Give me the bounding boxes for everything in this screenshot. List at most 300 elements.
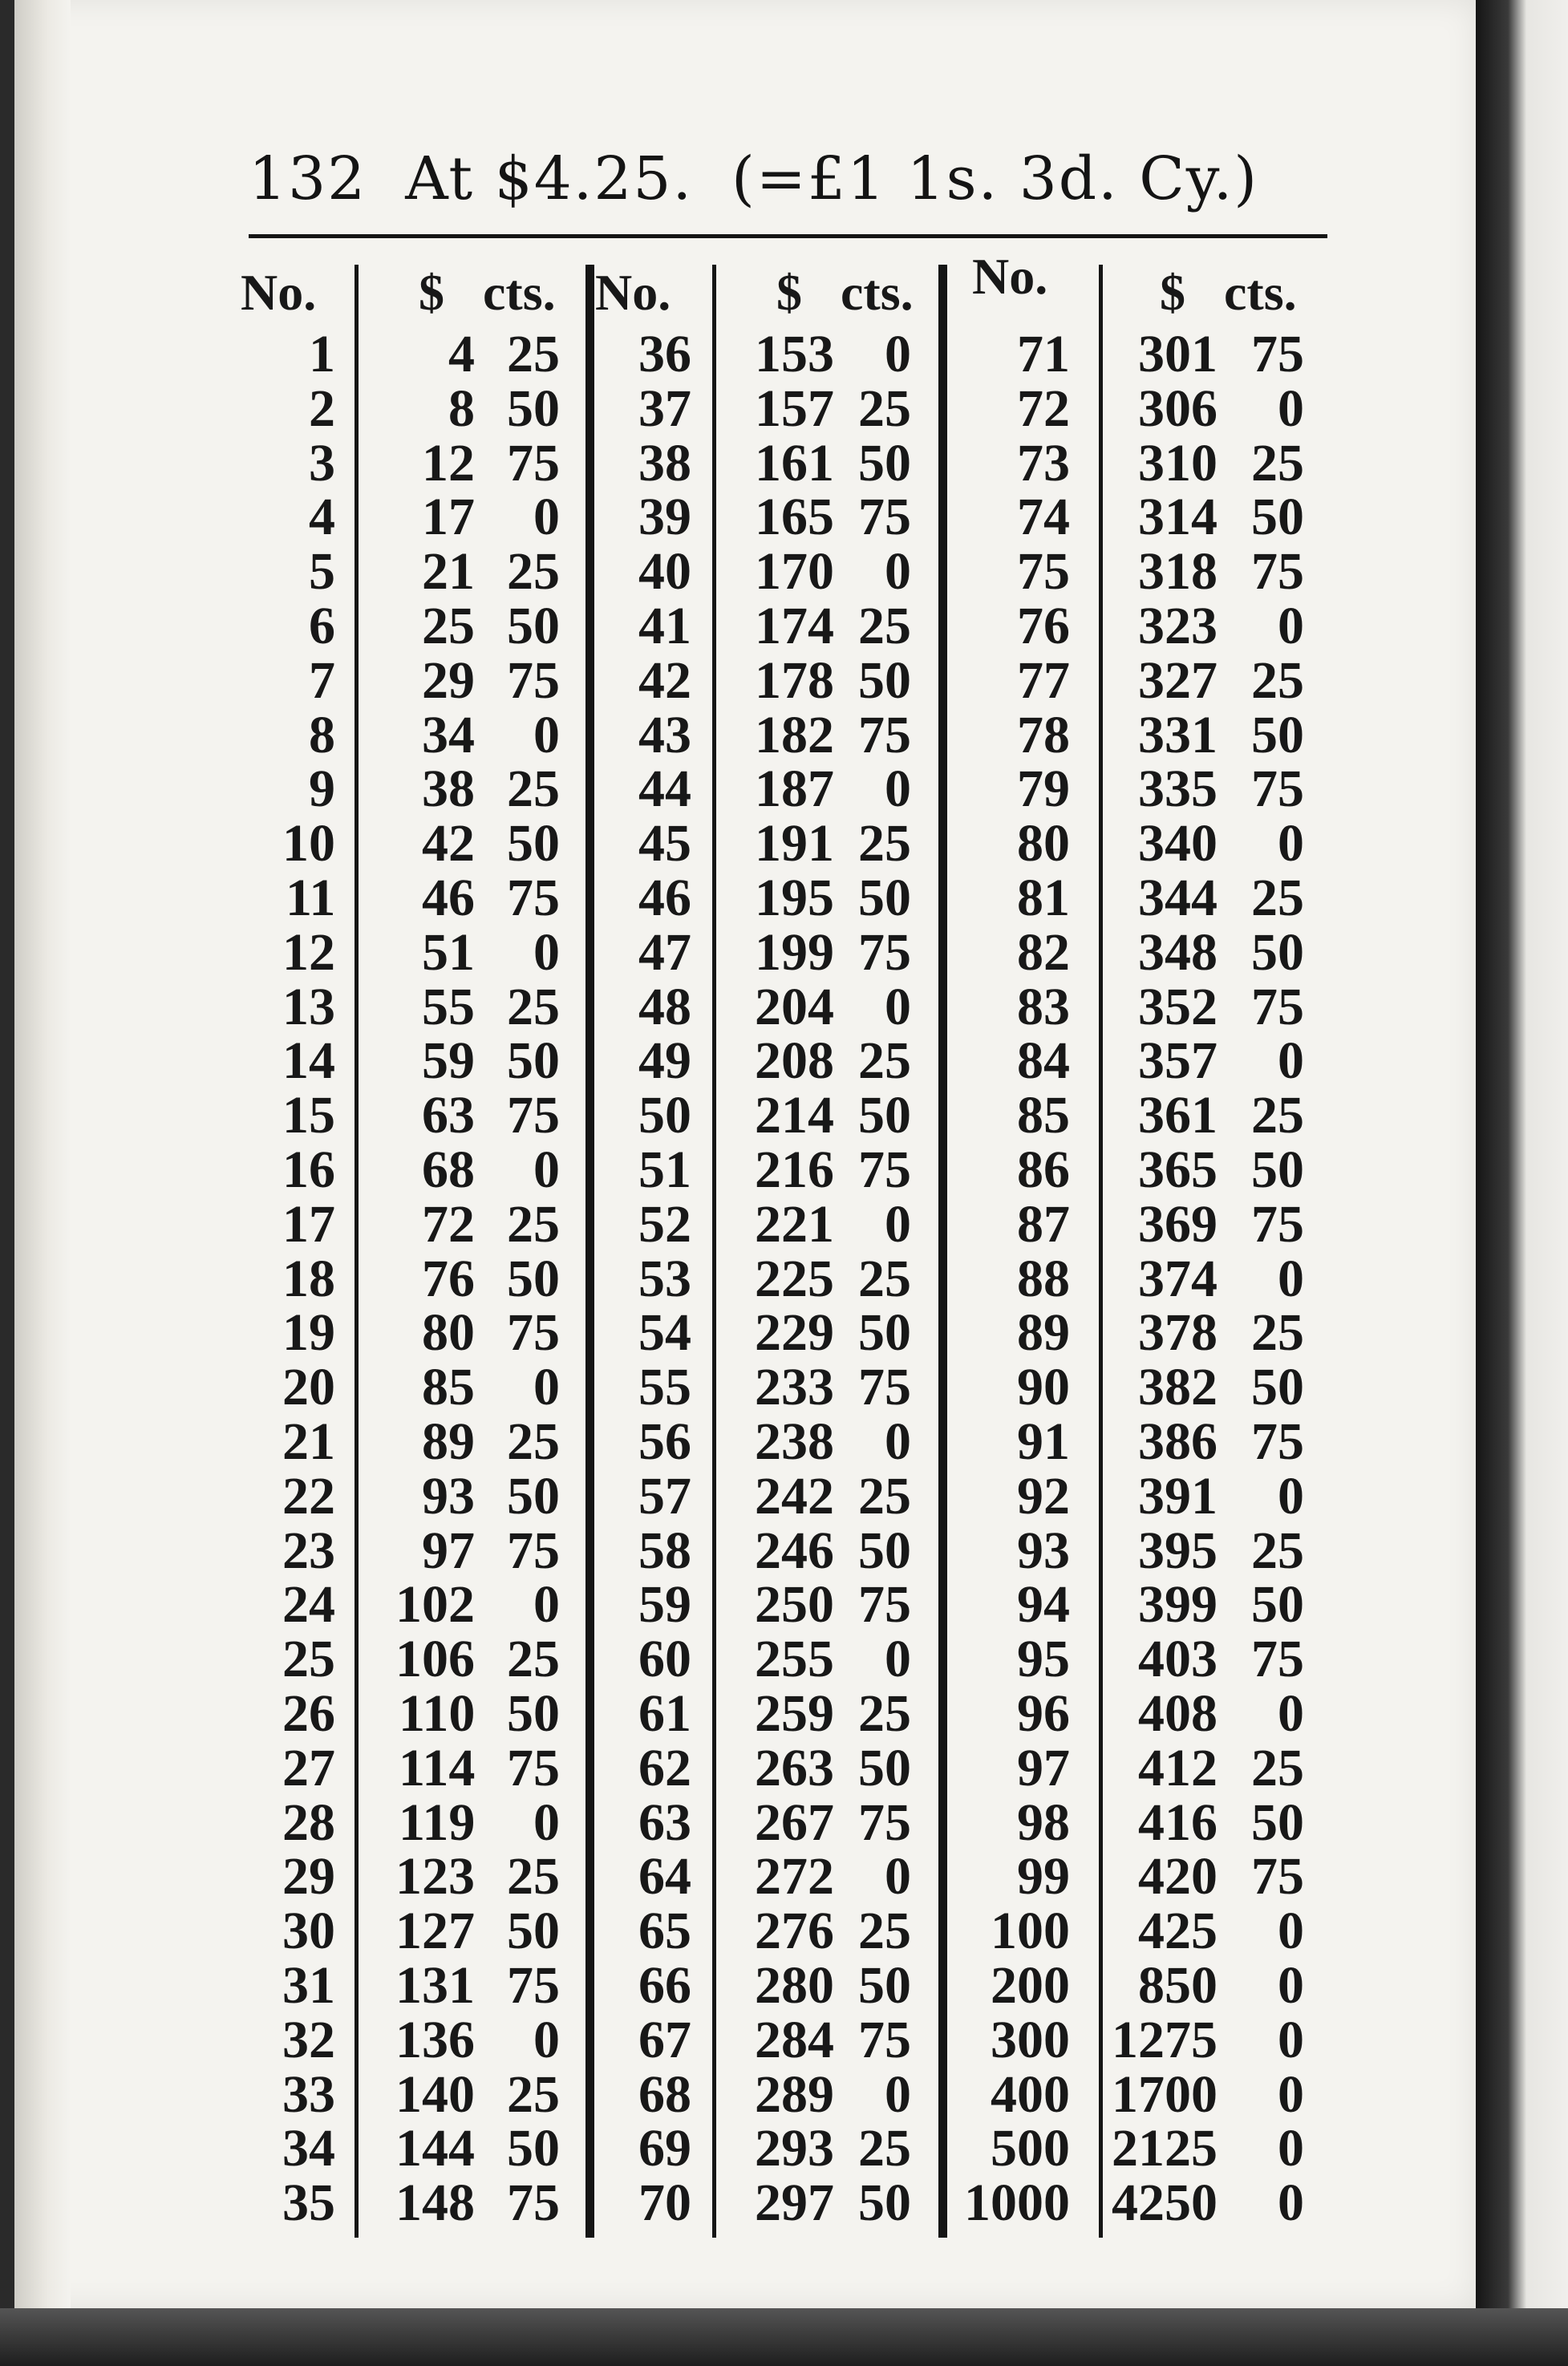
col-header-dollars-3: $ [1160, 264, 1185, 321]
cell-dollars-group1: 29 [422, 650, 475, 710]
cell-cents-group1: 25 [507, 2064, 560, 2124]
cell-dollars-group2: 229 [755, 1303, 834, 1363]
cell-dollars-group3: 340 [1138, 814, 1218, 873]
cell-dollars-group2: 225 [755, 1249, 834, 1308]
cell-cents-group3: 50 [1251, 705, 1304, 764]
col-header-cents-1: cts. [483, 264, 556, 321]
cell-dollars-group1: 97 [422, 1521, 475, 1580]
cell-dollars-group3: 318 [1138, 542, 1218, 602]
cell-dollars-group2: 174 [755, 597, 834, 655]
cell-cents-group2: 25 [858, 1902, 911, 1961]
cell-number-group3: 83 [1017, 977, 1070, 1036]
cell-dollars-group2: 161 [755, 433, 834, 492]
cell-cents-group2: 25 [858, 1466, 911, 1525]
cell-dollars-group3: 314 [1138, 488, 1218, 547]
cell-cents-group2: 25 [858, 597, 911, 655]
cell-cents-group3: 25 [1251, 869, 1304, 927]
cell-dollars-group2: 178 [755, 650, 834, 710]
cell-number-group3: 88 [1017, 1249, 1070, 1308]
cell-number-group2: 62 [638, 1738, 691, 1797]
cell-cents-group3: 25 [1251, 1521, 1304, 1580]
cell-dollars-group1: 131 [395, 1956, 475, 2015]
cell-dollars-group2: 255 [755, 1630, 834, 1689]
cell-cents-group3: 75 [1251, 977, 1304, 1036]
cell-number-group2: 53 [638, 1249, 691, 1308]
cell-dollars-group3: 301 [1138, 325, 1218, 383]
cell-cents-group3: 0 [1278, 1031, 1304, 1091]
cell-dollars-group3: 2125 [1112, 2119, 1218, 2178]
cell-dollars-group3: 323 [1138, 597, 1218, 655]
cell-cents-group3: 75 [1251, 760, 1304, 819]
cell-dollars-group1: 34 [422, 705, 475, 764]
cell-cents-group1: 50 [507, 1684, 560, 1743]
cell-dollars-group3: 416 [1138, 1793, 1218, 1852]
cell-number-group3: 97 [1017, 1738, 1070, 1797]
cell-number-group1: 17 [282, 1194, 335, 1254]
cell-cents-group3: 0 [1278, 2064, 1304, 2124]
cell-number-group2: 41 [638, 597, 691, 655]
cell-dollars-group1: 12 [422, 433, 475, 492]
cell-cents-group3: 25 [1251, 1738, 1304, 1797]
col-header-number-1: No. [241, 264, 317, 321]
book-spine [1476, 0, 1568, 2366]
cell-number-group3: 72 [1017, 379, 1070, 438]
cell-cents-group3: 0 [1278, 379, 1304, 438]
cell-cents-group2: 0 [885, 2064, 911, 2124]
cell-number-group1: 28 [282, 1793, 335, 1852]
cell-cents-group2: 75 [858, 1140, 911, 1199]
cell-number-group2: 43 [638, 705, 691, 764]
cell-number-group3: 300 [991, 2010, 1070, 2069]
cell-number-group1: 34 [282, 2119, 335, 2178]
cell-cents-group3: 25 [1251, 650, 1304, 710]
cell-dollars-group2: 182 [755, 705, 834, 764]
cell-cents-group3: 50 [1251, 1575, 1304, 1635]
cell-dollars-group2: 208 [755, 1031, 834, 1091]
cell-dollars-group2: 233 [755, 1358, 834, 1417]
cell-dollars-group1: 80 [422, 1303, 475, 1363]
cell-cents-group2: 25 [858, 1249, 911, 1308]
cell-dollars-group2: 221 [755, 1194, 834, 1254]
cell-cents-group1: 0 [533, 922, 560, 982]
cell-cents-group2: 50 [858, 1086, 911, 1145]
column-rule-heavy [585, 265, 594, 2238]
cell-cents-group2: 0 [885, 542, 911, 602]
cell-dollars-group3: 395 [1138, 1521, 1218, 1580]
cell-cents-group1: 50 [507, 1466, 560, 1525]
cell-number-group2: 46 [638, 869, 691, 927]
cell-number-group2: 49 [638, 1031, 691, 1091]
cell-cents-group1: 50 [507, 597, 560, 655]
cell-dollars-group1: 63 [422, 1086, 475, 1145]
cell-dollars-group3: 4250 [1112, 2174, 1218, 2233]
cell-number-group1: 14 [282, 1031, 335, 1091]
cell-dollars-group3: 850 [1138, 1956, 1218, 2015]
cell-number-group1: 29 [282, 1847, 335, 1906]
cell-cents-group1: 50 [507, 1249, 560, 1308]
cell-number-group3: 76 [1017, 597, 1070, 655]
col-header-dollars-1: $ [419, 264, 444, 321]
cell-cents-group1: 75 [507, 1303, 560, 1363]
page-edge [14, 0, 71, 2308]
cell-cents-group1: 0 [533, 1575, 560, 1635]
cell-dollars-group2: 297 [755, 2174, 834, 2233]
cell-number-group3: 87 [1017, 1194, 1070, 1254]
cell-number-group1: 10 [282, 814, 335, 873]
cell-dollars-group1: 102 [395, 1575, 475, 1635]
cell-number-group2: 66 [638, 1956, 691, 2015]
cell-dollars-group1: 46 [422, 869, 475, 927]
cell-number-group1: 11 [286, 869, 336, 927]
cell-cents-group1: 50 [507, 1031, 560, 1091]
cell-number-group2: 60 [638, 1630, 691, 1689]
cell-number-group2: 69 [638, 2119, 691, 2178]
cell-number-group1: 16 [282, 1140, 335, 1199]
cell-number-group2: 40 [638, 542, 691, 602]
cell-dollars-group3: 365 [1138, 1140, 1218, 1199]
cell-cents-group2: 75 [858, 1793, 911, 1852]
cell-number-group2: 61 [638, 1684, 691, 1743]
cell-number-group1: 13 [282, 977, 335, 1036]
cell-cents-group1: 0 [533, 705, 560, 764]
cell-number-group3: 79 [1017, 760, 1070, 819]
cell-dollars-group2: 263 [755, 1738, 834, 1797]
cell-number-group2: 54 [638, 1303, 691, 1363]
cell-dollars-group2: 216 [755, 1140, 834, 1199]
cell-cents-group1: 75 [507, 433, 560, 492]
cell-number-group3: 78 [1017, 705, 1070, 764]
cell-dollars-group2: 191 [755, 814, 834, 873]
cell-number-group3: 86 [1017, 1140, 1070, 1199]
cell-number-group3: 81 [1017, 869, 1070, 927]
cell-cents-group3: 0 [1278, 1902, 1304, 1961]
cell-dollars-group1: 140 [395, 2064, 475, 2124]
cell-dollars-group1: 72 [422, 1194, 475, 1254]
cell-number-group3: 95 [1017, 1630, 1070, 1689]
cell-number-group1: 21 [282, 1412, 335, 1471]
cell-number-group3: 93 [1017, 1521, 1070, 1580]
cell-number-group3: 200 [991, 1956, 1070, 2015]
cell-cents-group1: 0 [533, 488, 560, 547]
cell-cents-group2: 0 [885, 977, 911, 1036]
cell-cents-group1: 25 [507, 542, 560, 602]
cell-dollars-group1: 144 [395, 2119, 475, 2178]
cell-dollars-group1: 42 [422, 814, 475, 873]
cell-number-group2: 68 [638, 2064, 691, 2124]
cell-number-group3: 98 [1017, 1793, 1070, 1852]
cell-cents-group2: 25 [858, 379, 911, 438]
cell-dollars-group1: 59 [422, 1031, 475, 1091]
cell-cents-group1: 75 [507, 2174, 560, 2233]
cell-number-group1: 25 [282, 1630, 335, 1689]
cell-cents-group2: 75 [858, 1575, 911, 1635]
cell-cents-group1: 75 [507, 1521, 560, 1580]
cell-number-group3: 73 [1017, 433, 1070, 492]
cell-number-group2: 37 [638, 379, 691, 438]
cell-dollars-group1: 148 [395, 2174, 475, 2233]
cell-cents-group3: 25 [1251, 1086, 1304, 1145]
cell-dollars-group3: 412 [1138, 1738, 1218, 1797]
cell-cents-group1: 75 [507, 1956, 560, 2015]
cell-number-group2: 59 [638, 1575, 691, 1635]
cell-number-group2: 36 [638, 325, 691, 383]
cell-number-group1: 7 [309, 650, 335, 710]
cell-dollars-group1: 55 [422, 977, 475, 1036]
cell-cents-group2: 75 [858, 705, 911, 764]
cell-cents-group3: 25 [1251, 1303, 1304, 1363]
cell-dollars-group2: 165 [755, 488, 834, 547]
cell-dollars-group1: 127 [395, 1902, 475, 1961]
cell-cents-group2: 0 [885, 1412, 911, 1471]
cell-cents-group3: 50 [1251, 488, 1304, 547]
cell-cents-group3: 75 [1251, 1412, 1304, 1471]
cell-cents-group3: 0 [1278, 1249, 1304, 1308]
cell-cents-group2: 0 [885, 325, 911, 383]
cell-cents-group1: 25 [507, 1412, 560, 1471]
cell-cents-group1: 0 [533, 1793, 560, 1852]
cell-dollars-group1: 8 [448, 379, 475, 438]
cell-dollars-group3: 352 [1138, 977, 1218, 1036]
cell-dollars-group1: 68 [422, 1140, 475, 1199]
cell-cents-group1: 0 [533, 2010, 560, 2069]
cell-dollars-group1: 123 [395, 1847, 475, 1906]
cell-cents-group2: 50 [858, 1956, 911, 2015]
cell-cents-group3: 75 [1251, 1194, 1304, 1254]
cell-dollars-group2: 280 [755, 1956, 834, 2015]
cell-cents-group1: 50 [507, 2119, 560, 2178]
cell-cents-group1: 50 [507, 379, 560, 438]
cell-dollars-group2: 272 [755, 1847, 834, 1906]
cell-dollars-group3: 310 [1138, 433, 1218, 492]
page-number: 132 [249, 144, 367, 213]
cell-cents-group2: 50 [858, 869, 911, 927]
cell-cents-group3: 0 [1278, 1684, 1304, 1743]
cell-cents-group1: 25 [507, 1847, 560, 1906]
cell-number-group2: 67 [638, 2010, 691, 2069]
cell-dollars-group2: 199 [755, 922, 834, 982]
cell-number-group2: 45 [638, 814, 691, 873]
cell-cents-group1: 25 [507, 1630, 560, 1689]
cell-number-group1: 18 [282, 1249, 335, 1308]
cell-cents-group2: 50 [858, 433, 911, 492]
cell-cents-group2: 75 [858, 922, 911, 982]
cell-number-group2: 42 [638, 650, 691, 710]
col-header-number-3: No. [972, 248, 1048, 305]
cell-cents-group3: 75 [1251, 542, 1304, 602]
cell-dollars-group3: 399 [1138, 1575, 1218, 1635]
cell-cents-group3: 50 [1251, 922, 1304, 982]
cell-number-group1: 33 [282, 2064, 335, 2124]
cell-cents-group3: 0 [1278, 597, 1304, 655]
cell-cents-group3: 50 [1251, 1358, 1304, 1417]
cell-number-group1: 3 [309, 433, 335, 492]
cell-number-group3: 92 [1017, 1466, 1070, 1525]
col-header-cents-2: cts. [841, 264, 914, 321]
cell-cents-group3: 25 [1251, 433, 1304, 492]
cell-number-group3: 84 [1017, 1031, 1070, 1091]
cell-number-group2: 48 [638, 977, 691, 1036]
cell-dollars-group3: 378 [1138, 1303, 1218, 1363]
cell-dollars-group2: 289 [755, 2064, 834, 2124]
cell-number-group1: 6 [309, 597, 335, 655]
cell-cents-group3: 75 [1251, 1630, 1304, 1689]
cell-cents-group1: 25 [507, 977, 560, 1036]
cell-cents-group2: 25 [858, 814, 911, 873]
cell-number-group1: 30 [282, 1902, 335, 1961]
cell-dollars-group1: 119 [399, 1793, 476, 1852]
cell-number-group3: 71 [1017, 325, 1070, 383]
cell-cents-group2: 25 [858, 1031, 911, 1091]
cell-cents-group2: 50 [858, 1738, 911, 1797]
cell-number-group3: 90 [1017, 1358, 1070, 1417]
cell-number-group1: 4 [309, 488, 335, 547]
cell-dollars-group2: 246 [755, 1521, 834, 1580]
col-header-number-2: No. [595, 264, 671, 321]
cell-number-group1: 15 [282, 1086, 335, 1145]
column-rule [355, 265, 359, 2238]
cell-dollars-group3: 1275 [1112, 2010, 1218, 2069]
cell-dollars-group3: 403 [1138, 1630, 1218, 1689]
cell-number-group3: 89 [1017, 1303, 1070, 1363]
cell-cents-group1: 75 [507, 1086, 560, 1145]
cell-dollars-group2: 250 [755, 1575, 834, 1635]
cell-dollars-group1: 21 [422, 542, 475, 602]
cell-number-group3: 1000 [964, 2174, 1070, 2233]
cell-dollars-group2: 293 [755, 2119, 834, 2178]
cell-dollars-group2: 276 [755, 1902, 834, 1961]
cell-number-group3: 75 [1017, 542, 1070, 602]
cell-number-group1: 23 [282, 1521, 335, 1580]
cell-number-group2: 65 [638, 1902, 691, 1961]
cell-number-group1: 9 [309, 760, 335, 819]
cell-dollars-group1: 110 [399, 1684, 476, 1743]
cell-number-group1: 2 [309, 379, 335, 438]
page-header [249, 144, 1331, 217]
cell-dollars-group1: 25 [422, 597, 475, 655]
cell-number-group3: 500 [991, 2119, 1070, 2178]
cell-number-group3: 96 [1017, 1684, 1070, 1743]
cell-number-group1: 1 [309, 325, 335, 383]
cell-cents-group2: 25 [858, 2119, 911, 2178]
cell-dollars-group3: 335 [1138, 760, 1218, 819]
cell-dollars-group1: 114 [399, 1738, 476, 1797]
cell-cents-group3: 50 [1251, 1140, 1304, 1199]
cell-cents-group3: 0 [1278, 2119, 1304, 2178]
currency-equivalent: (=£1 1s. 3d. Cy.) [731, 144, 1259, 213]
cell-cents-group1: 0 [533, 1140, 560, 1199]
cell-cents-group2: 50 [858, 1303, 911, 1363]
cell-cents-group1: 25 [507, 325, 560, 383]
cell-dollars-group3: 348 [1138, 922, 1218, 982]
cell-dollars-group2: 153 [755, 325, 834, 383]
header-rule [249, 234, 1327, 238]
column-rule [712, 265, 716, 2238]
cell-number-group1: 8 [309, 705, 335, 764]
cell-dollars-group3: 391 [1138, 1466, 1218, 1525]
cell-cents-group1: 50 [507, 814, 560, 873]
cell-number-group2: 38 [638, 433, 691, 492]
cell-cents-group3: 0 [1278, 2010, 1304, 2069]
cell-cents-group2: 50 [858, 2174, 911, 2233]
cell-number-group1: 27 [282, 1738, 335, 1797]
cell-number-group2: 47 [638, 922, 691, 982]
cell-number-group3: 94 [1017, 1575, 1070, 1635]
cell-number-group3: 77 [1017, 650, 1070, 710]
cell-number-group3: 82 [1017, 922, 1070, 982]
cell-cents-group2: 75 [858, 1358, 911, 1417]
cell-number-group3: 100 [991, 1902, 1070, 1961]
cell-cents-group1: 75 [507, 1738, 560, 1797]
cell-dollars-group3: 331 [1138, 705, 1218, 764]
cell-cents-group3: 75 [1251, 1847, 1304, 1906]
cell-number-group1: 19 [282, 1303, 335, 1363]
cell-number-group2: 56 [638, 1412, 691, 1471]
cell-number-group3: 85 [1017, 1086, 1070, 1145]
cell-dollars-group1: 85 [422, 1358, 475, 1417]
cell-dollars-group3: 408 [1138, 1684, 1218, 1743]
cell-dollars-group2: 195 [755, 869, 834, 927]
page-bottom-edge [0, 2308, 1568, 2366]
cell-dollars-group1: 89 [422, 1412, 475, 1471]
cell-number-group3: 99 [1017, 1847, 1070, 1906]
cell-dollars-group2: 238 [755, 1412, 834, 1471]
cell-number-group1: 22 [282, 1466, 335, 1525]
cell-number-group1: 26 [282, 1684, 335, 1743]
cell-dollars-group1: 106 [395, 1630, 475, 1689]
cell-dollars-group3: 386 [1138, 1412, 1218, 1471]
cell-cents-group3: 75 [1251, 325, 1304, 383]
cell-cents-group2: 0 [885, 1194, 911, 1254]
cell-dollars-group2: 204 [755, 977, 834, 1036]
cell-number-group2: 50 [638, 1086, 691, 1145]
cell-dollars-group1: 38 [422, 760, 475, 819]
col-header-dollars-2: $ [776, 264, 802, 321]
cell-number-group2: 64 [638, 1847, 691, 1906]
cell-number-group1: 35 [282, 2174, 335, 2233]
cell-number-group3: 74 [1017, 488, 1070, 547]
cell-dollars-group3: 1700 [1112, 2064, 1218, 2124]
cell-number-group1: 12 [282, 922, 335, 982]
cell-cents-group3: 0 [1278, 1956, 1304, 2015]
cell-cents-group1: 50 [507, 1902, 560, 1961]
cell-number-group1: 31 [282, 1956, 335, 2015]
cell-number-group2: 51 [638, 1140, 691, 1199]
cell-number-group1: 20 [282, 1358, 335, 1417]
cell-dollars-group3: 361 [1138, 1086, 1218, 1145]
cell-cents-group1: 75 [507, 869, 560, 927]
cell-number-group2: 52 [638, 1194, 691, 1254]
cell-cents-group3: 50 [1251, 1793, 1304, 1852]
cell-dollars-group1: 4 [448, 325, 475, 383]
cell-cents-group1: 75 [507, 650, 560, 710]
page-title: At $4.25. [405, 144, 694, 213]
cell-dollars-group1: 51 [422, 922, 475, 982]
cell-dollars-group3: 369 [1138, 1194, 1218, 1254]
cell-dollars-group2: 267 [755, 1793, 834, 1852]
cell-dollars-group2: 187 [755, 760, 834, 819]
cell-number-group1: 32 [282, 2010, 335, 2069]
column-rule-heavy [938, 265, 947, 2238]
cell-number-group2: 57 [638, 1466, 691, 1525]
cell-dollars-group2: 259 [755, 1684, 834, 1743]
cell-number-group2: 70 [638, 2174, 691, 2233]
cell-dollars-group1: 17 [422, 488, 475, 547]
cell-number-group1: 24 [282, 1575, 335, 1635]
cell-dollars-group2: 284 [755, 2010, 834, 2069]
cell-cents-group2: 75 [858, 488, 911, 547]
col-header-cents-3: cts. [1224, 264, 1297, 321]
cell-cents-group2: 0 [885, 760, 911, 819]
